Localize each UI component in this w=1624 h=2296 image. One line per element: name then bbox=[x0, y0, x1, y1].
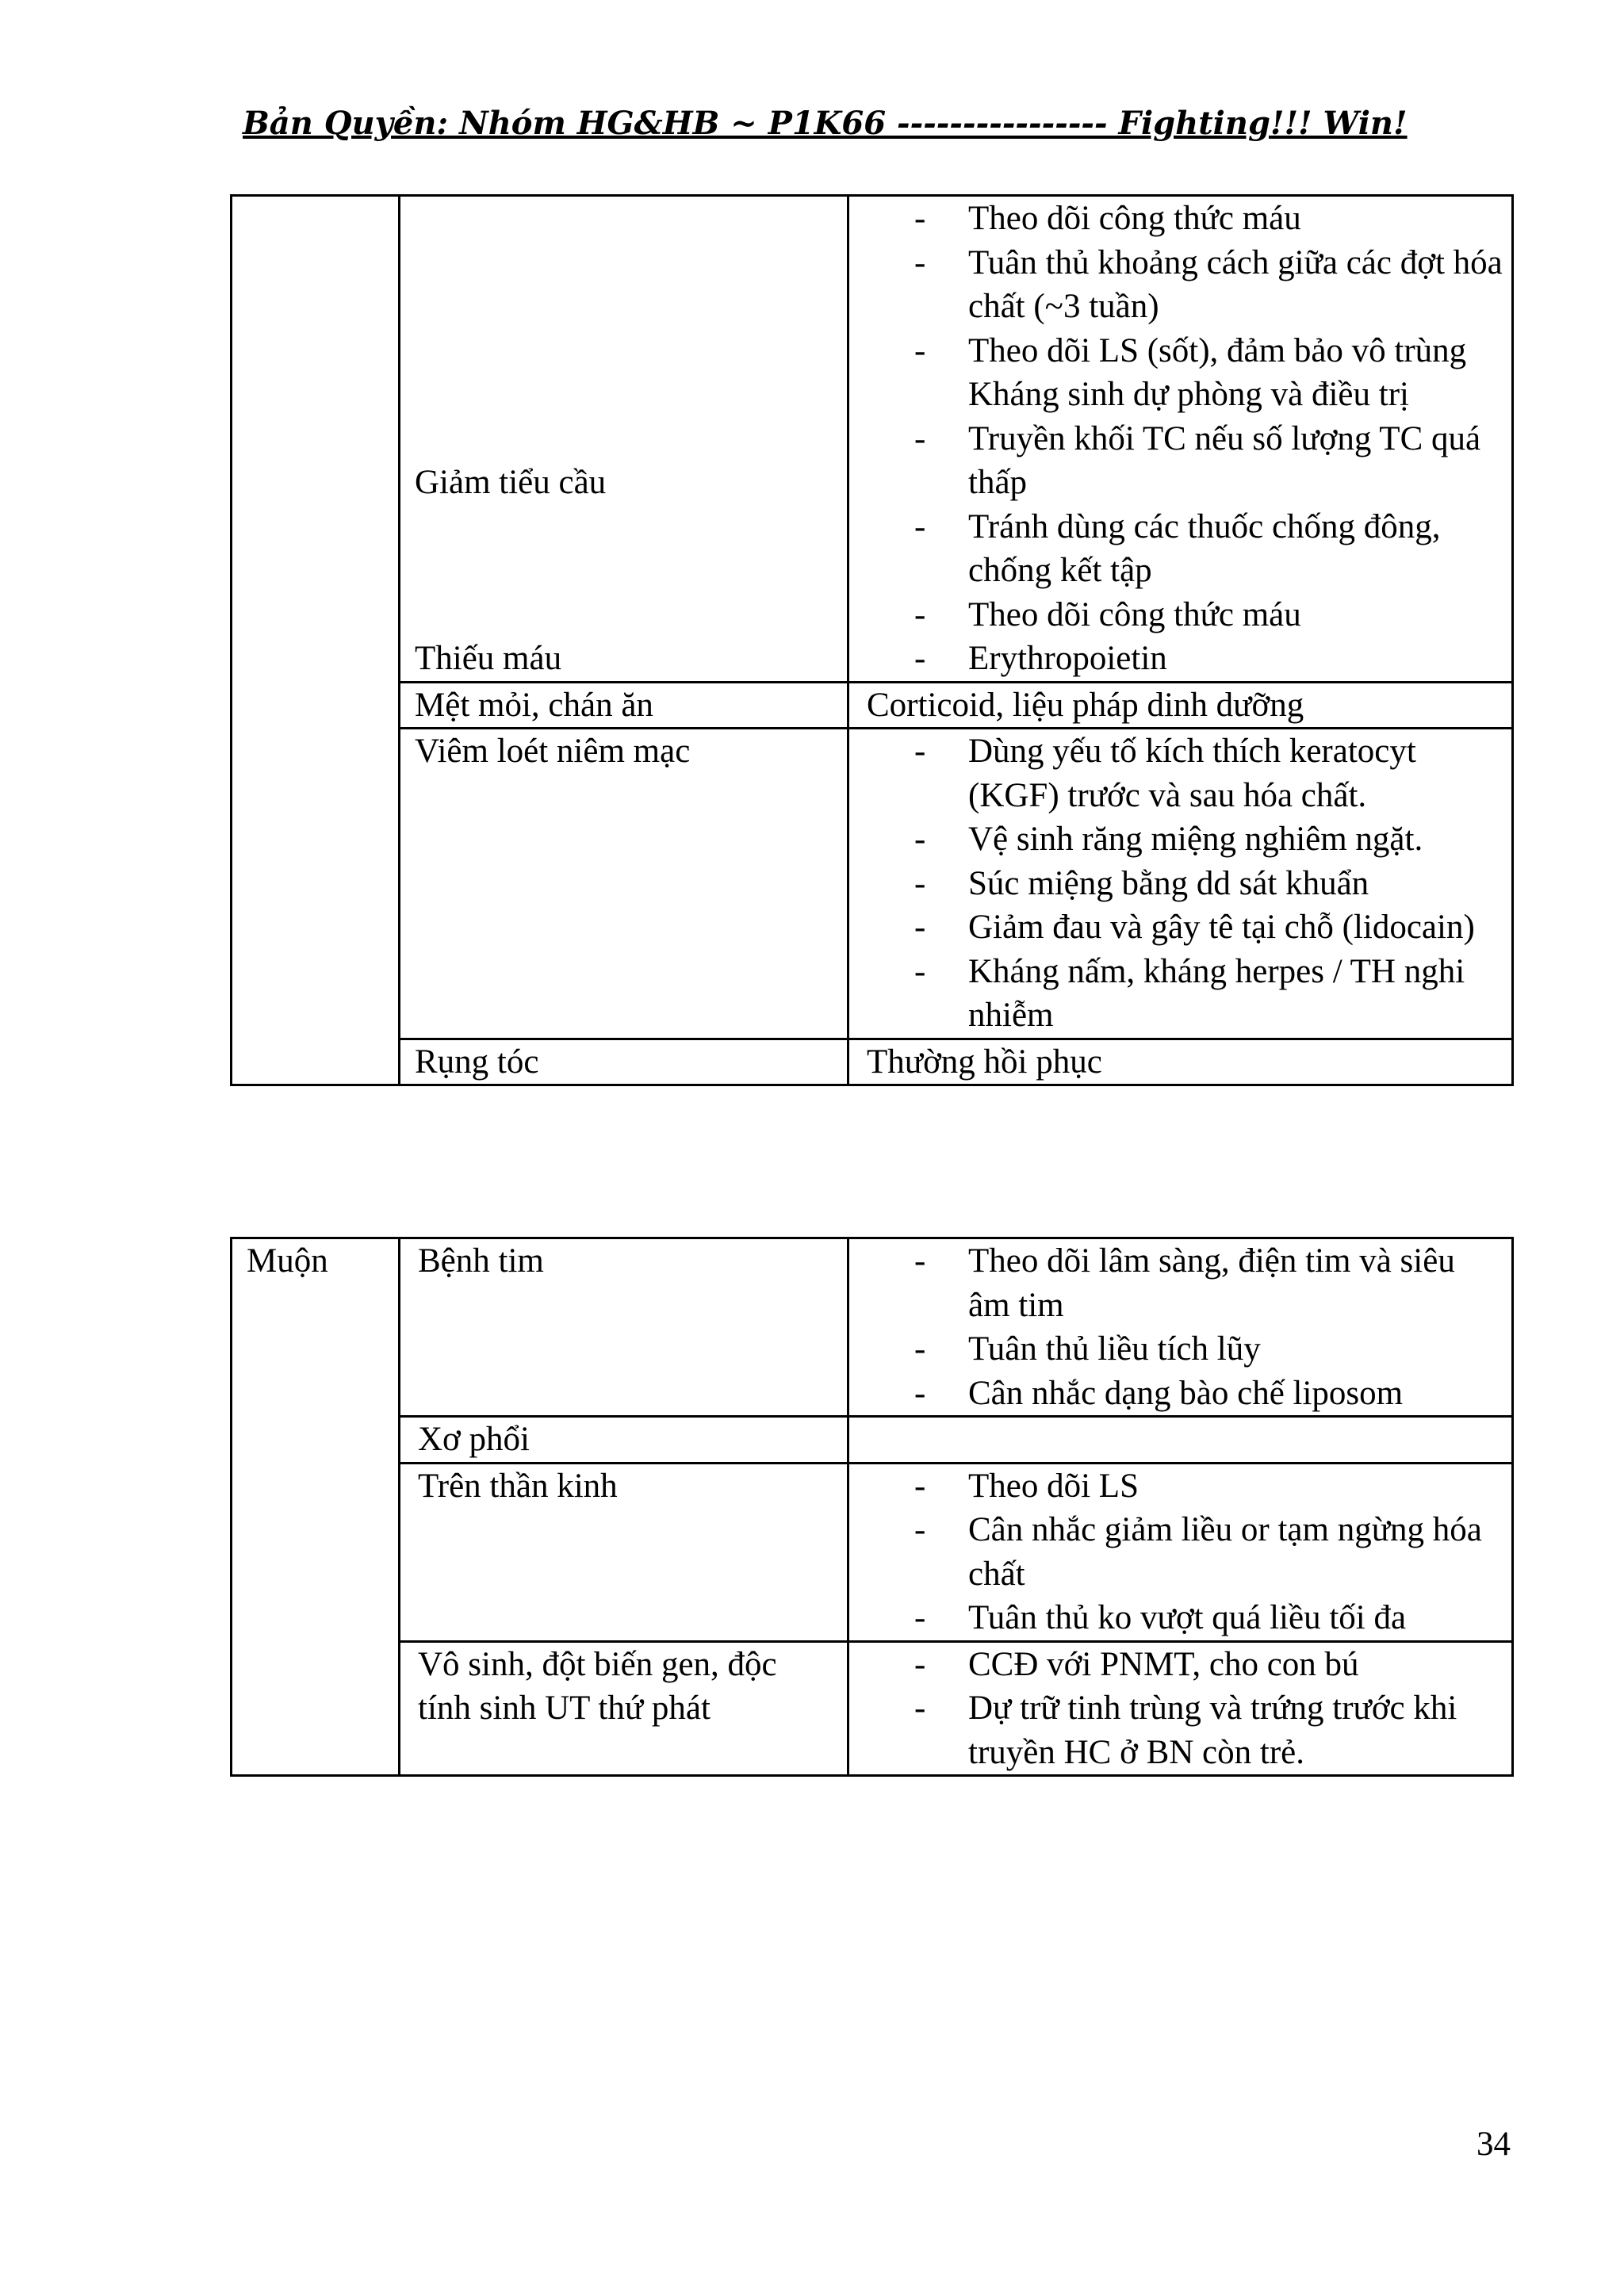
list-item: - Tuân thủ ko vượt quá liều tối đa bbox=[849, 1596, 1511, 1640]
list-item: - Erythropoietin bbox=[849, 637, 1511, 681]
effect-label: Viêm loét niêm mạc bbox=[415, 733, 691, 770]
effect-cell bbox=[400, 729, 848, 1039]
effect-cell bbox=[400, 682, 848, 729]
category-cell bbox=[232, 196, 400, 1085]
management-cell bbox=[848, 729, 1513, 1039]
effect-cell bbox=[400, 1463, 848, 1641]
table-row bbox=[232, 729, 1513, 1039]
effect-label: Bệnh tim bbox=[418, 1242, 544, 1280]
table-row bbox=[232, 1238, 1513, 1417]
list-item: - Kháng nấm, kháng herpes / TH nghi nhiễm bbox=[849, 950, 1511, 1038]
table-row bbox=[232, 1463, 1513, 1641]
management-cell bbox=[848, 682, 1513, 729]
management-list bbox=[849, 1464, 1511, 1640]
table-row bbox=[232, 682, 1513, 729]
management-list bbox=[849, 197, 1511, 681]
management-list bbox=[849, 1239, 1511, 1415]
management-cell bbox=[848, 1463, 1513, 1641]
effect-cell bbox=[400, 1417, 848, 1464]
management-cell bbox=[848, 196, 1513, 683]
effect-cell bbox=[400, 1039, 848, 1085]
management-list bbox=[849, 1643, 1511, 1775]
page-number: 34 bbox=[1477, 2126, 1511, 2163]
list-item: - Dự trữ tinh trùng và trứng trước khi truyền HC ở BN còn trẻ. bbox=[849, 1686, 1511, 1774]
management-cell bbox=[848, 1417, 1513, 1464]
late-side-effects-table bbox=[230, 1237, 1514, 1777]
list-item: - Dùng yếu tố kích thích keratocyt (KGF) trước và sau hóa chất. bbox=[849, 729, 1511, 817]
table-row bbox=[232, 1417, 1513, 1464]
list-item: - Cân nhắc dạng bào chế liposom bbox=[849, 1372, 1511, 1416]
management-cell bbox=[848, 1641, 1513, 1776]
management-text: Thường hồi phục bbox=[867, 1043, 1102, 1081]
effect-label: Giảm tiểu cầu bbox=[415, 464, 607, 501]
list-item: - Súc miệng bằng dd sát khuẩn bbox=[849, 862, 1511, 906]
effect-label: Vô sinh, đột biến gen, độc tính sinh UT thứ phát bbox=[418, 1645, 777, 1727]
early-side-effects-table bbox=[230, 194, 1514, 1086]
list-item: - Theo dõi LS bbox=[849, 1464, 1511, 1509]
list-item: Kháng sinh dự phòng và điều trị bbox=[968, 376, 1409, 413]
management-cell bbox=[848, 1039, 1513, 1085]
effect-label: Rụng tóc bbox=[415, 1043, 539, 1081]
list-item: - Tuân thủ liều tích lũy bbox=[849, 1327, 1511, 1372]
management-text: Corticoid, liệu pháp dinh dưỡng bbox=[867, 686, 1304, 724]
effect-cell bbox=[400, 1641, 848, 1776]
category-label: Muộn bbox=[247, 1242, 328, 1280]
table-row bbox=[232, 1641, 1513, 1776]
list-item: - Theo dõi lâm sàng, điện tim và siêu âm tim bbox=[849, 1239, 1511, 1327]
effect-cell bbox=[400, 196, 848, 683]
effect-label: Trên thần kinh bbox=[418, 1467, 618, 1505]
list-item: - Tuân thủ khoảng cách giữa các đợt hóa chất (~3 tuần) bbox=[849, 241, 1511, 329]
list-item: - Cân nhắc giảm liều or tạm ngừng hóa chất bbox=[849, 1508, 1511, 1596]
page-header: Bản Quyền: Nhóm HG&HB ~ P1K66 ---------------- Fighting!!! Win! bbox=[243, 105, 1408, 142]
table-row bbox=[232, 1039, 1513, 1085]
management-cell bbox=[848, 1238, 1513, 1417]
list-item: - CCĐ với PNMT, cho con bú bbox=[849, 1643, 1511, 1687]
list-item: - Tránh dùng các thuốc chống đông, chống kết tập bbox=[849, 505, 1511, 593]
effect-label: Thiếu máu bbox=[415, 639, 562, 677]
effect-cell bbox=[400, 1238, 848, 1417]
management-list bbox=[849, 729, 1511, 1038]
effect-label: Mệt mỏi, chán ăn bbox=[415, 686, 653, 724]
effect-label: Xơ phổi bbox=[418, 1421, 530, 1458]
table-row bbox=[232, 196, 1513, 683]
list-item: - Giảm đau và gây tê tại chỗ (lidocain) bbox=[849, 905, 1511, 950]
list-item: - Vệ sinh răng miệng nghiêm ngặt. bbox=[849, 817, 1511, 862]
list-item: - Truyền khối TC nếu số lượng TC quá thấp bbox=[849, 417, 1511, 505]
list-item: - Theo dõi công thức máu bbox=[849, 197, 1511, 241]
list-item: - Theo dõi LS (sốt), đảm bảo vô trùng bbox=[849, 329, 1511, 373]
list-item: - Theo dõi công thức máu bbox=[849, 593, 1511, 637]
category-cell bbox=[232, 1238, 400, 1776]
